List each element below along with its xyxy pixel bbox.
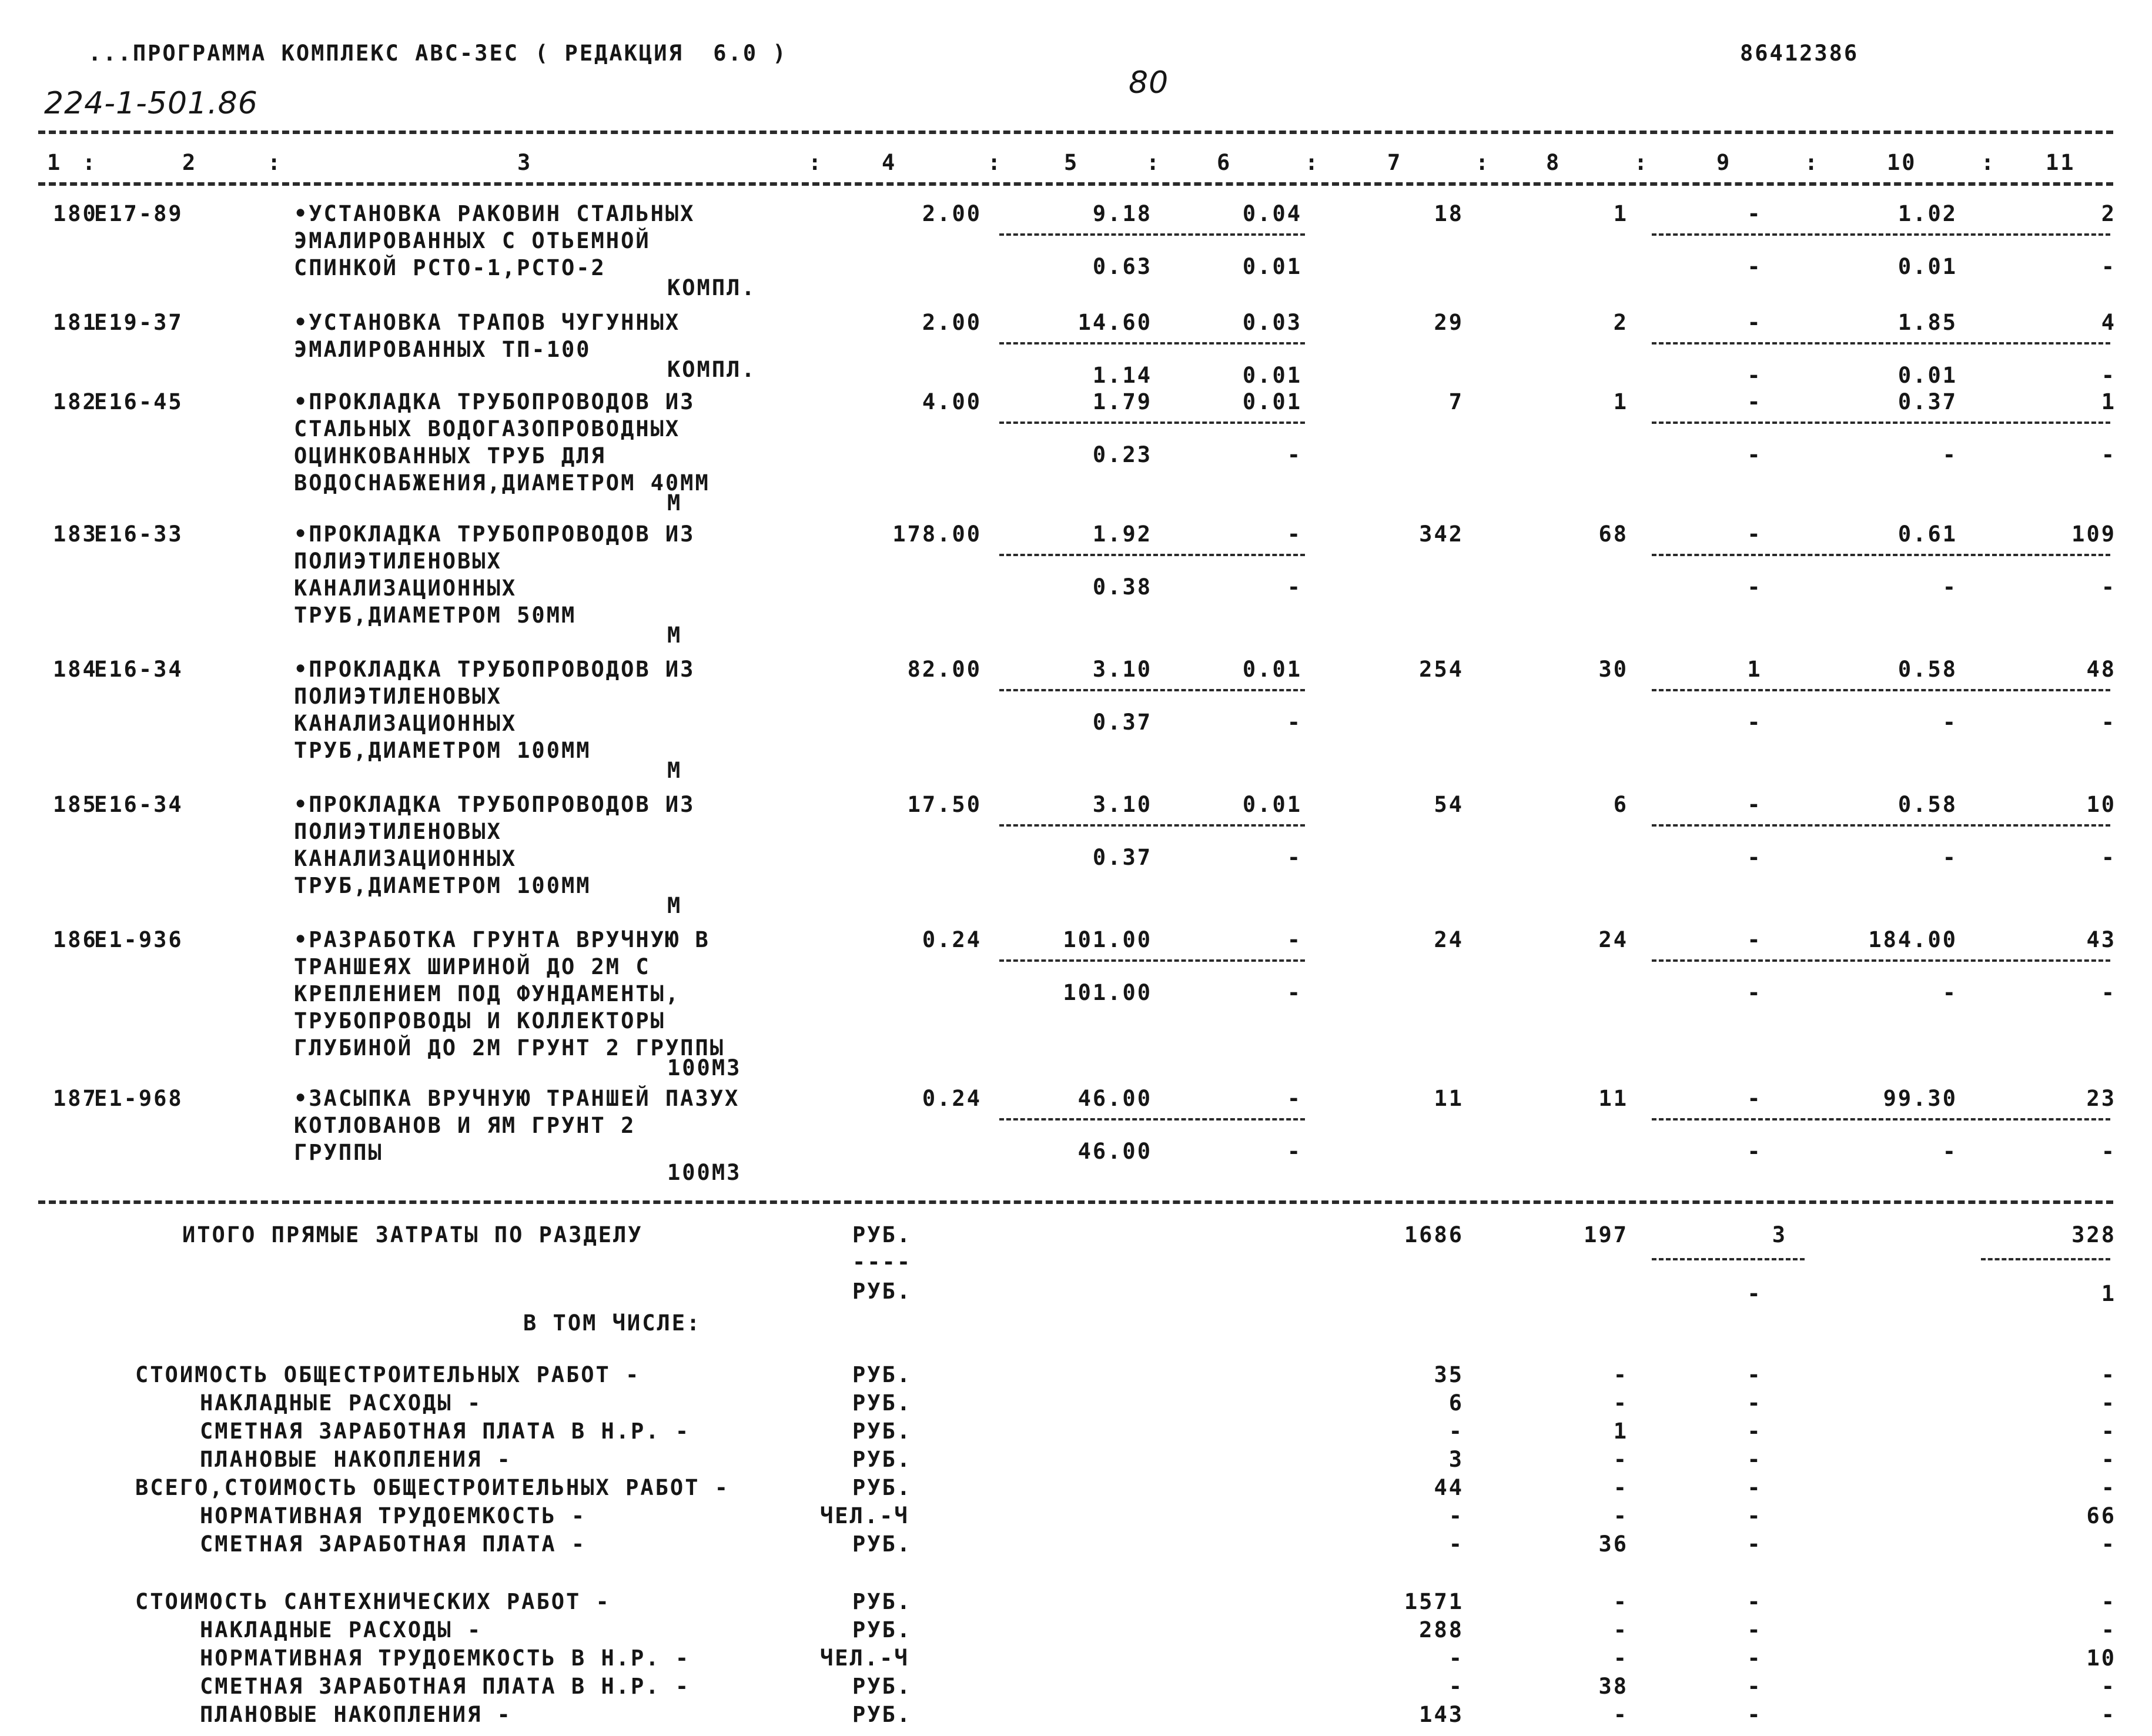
cell-col10: 1.02 [1897, 201, 1957, 226]
row-description: КАНАЛИЗАЦИОННЫХ [294, 711, 517, 736]
column-header-1: 1 [47, 150, 62, 175]
cell-col6-b: 0.01 [1242, 363, 1302, 388]
cell-total: 18 [1434, 201, 1464, 226]
summary-col7: 44 [1434, 1475, 1464, 1500]
summary-col7: - [1448, 1531, 1464, 1557]
summary-col8: - [1613, 1447, 1628, 1472]
labor-divider [1652, 342, 2110, 344]
row-description: •ПРОКЛАДКА ТРУБОПРОВОДОВ ИЗ [294, 792, 695, 817]
row-number: 181 [53, 310, 98, 335]
summary-unit: РУБ. [852, 1419, 912, 1444]
summary-unit: РУБ. [852, 1531, 912, 1557]
row-description: •УСТАНОВКА РАКОВИН СТАЛЬНЫХ [294, 201, 695, 226]
summary-col9: - [1747, 1447, 1762, 1472]
cell-qty: 0.24 [922, 927, 982, 952]
column-header-9: 9 [1716, 150, 1732, 175]
cell-col10: 0.61 [1897, 521, 1957, 547]
summary-col11: - [2101, 1447, 2116, 1472]
cell-col6: 0.01 [1242, 792, 1302, 817]
summary-col7: - [1448, 1503, 1464, 1528]
row-description: ТРУБ,ДИАМЕТРОМ 100ММ [294, 738, 591, 763]
summary-unit: ЧЕЛ.-Ч [820, 1503, 909, 1528]
row-description: КАНАЛИЗАЦИОННЫХ [294, 576, 517, 601]
cell-col6: 0.03 [1242, 310, 1302, 335]
cell-col11: 10 [2086, 792, 2116, 817]
cell-total: 54 [1434, 792, 1464, 817]
cell-qty: 0.24 [922, 1086, 982, 1111]
cell-col10-b: - [1942, 980, 1957, 1005]
summary-label: НАКЛАДНЫЕ РАСХОДЫ - [200, 1617, 483, 1643]
cell-col9: - [1747, 1086, 1762, 1111]
cell-col8: 30 [1598, 657, 1628, 682]
summary-label: ПЛАНОВЫЕ НАКОПЛЕНИЯ - [200, 1447, 512, 1472]
row-code: Е1-936 [94, 927, 183, 952]
row-description: ТРУБ,ДИАМЕТРОМ 50ММ [294, 603, 577, 628]
cell-unit-cost: 14.60 [1077, 310, 1152, 335]
row-unit: КОМПЛ. [667, 357, 757, 382]
program-title: ...ПРОГРАММА КОМПЛЕКС АВС-ЗЕС [88, 41, 520, 66]
summary-col7: 3 [1448, 1447, 1464, 1472]
column-header-8: 8 [1546, 150, 1561, 175]
summary-col7: 143 [1419, 1702, 1464, 1727]
summary-col8: 38 [1598, 1674, 1628, 1699]
cell-total: 7 [1448, 389, 1464, 414]
summary-col9: - [1747, 1503, 1762, 1528]
row-code: Е16-45 [94, 389, 183, 414]
row-number: 180 [53, 201, 98, 226]
summary-col11: - [2101, 1362, 2116, 1387]
labor-divider [1652, 689, 2110, 691]
summary-col8: 36 [1598, 1531, 1628, 1557]
summary-unit: РУБ. [852, 1475, 912, 1500]
document-id: 86412386 [1740, 41, 1859, 66]
cell-col9: - [1747, 521, 1762, 547]
cost-divider [999, 422, 1305, 424]
cell-qty: 2.00 [922, 310, 982, 335]
cell-unit-cost: 3.10 [1092, 792, 1152, 817]
cost-divider [999, 554, 1305, 556]
totals-unit-b: РУБ. [852, 1279, 912, 1304]
column-separator: : [267, 150, 283, 175]
cell-col10: 0.37 [1897, 389, 1957, 414]
cell-col9-b: - [1747, 442, 1762, 467]
column-separator: : [1981, 150, 1996, 175]
summary-col7: - [1448, 1645, 1464, 1671]
summary-unit: РУБ. [852, 1447, 912, 1472]
summary-col9: - [1747, 1531, 1762, 1557]
summary-unit: РУБ. [852, 1589, 912, 1614]
cell-unit-cost-b: 0.63 [1092, 254, 1152, 279]
row-description: КАНАЛИЗАЦИОННЫХ [294, 846, 517, 871]
cell-qty: 17.50 [907, 792, 982, 817]
cell-col9: - [1747, 792, 1762, 817]
row-description: ЭМАЛИРОВАННЫХ ТП-100 [294, 337, 591, 362]
summary-col8: - [1613, 1362, 1628, 1387]
cell-col9: 1 [1747, 657, 1762, 682]
summary-col9: - [1747, 1645, 1762, 1671]
summary-unit: РУБ. [852, 1674, 912, 1699]
cell-col11: 43 [2086, 927, 2116, 952]
cell-col11: 4 [2101, 310, 2116, 335]
column-separator: : [988, 150, 1003, 175]
summary-label: НОРМАТИВНАЯ ТРУДОЕМКОСТЬ В Н.Р. - [200, 1645, 691, 1671]
cell-col8: 1 [1613, 201, 1628, 226]
labor-divider [1652, 1118, 2110, 1120]
row-unit: М [667, 893, 682, 918]
cell-col6: - [1287, 927, 1302, 952]
cost-divider [999, 342, 1305, 344]
totals-rule [38, 1200, 2113, 1204]
row-description: ЭМАЛИРОВАННЫХ С ОТЬЕМНОЙ [294, 228, 651, 253]
header-rule [38, 182, 2113, 186]
summary-col9: - [1747, 1475, 1762, 1500]
summary-unit: РУБ. [852, 1617, 912, 1643]
summary-col8: - [1613, 1390, 1628, 1416]
summary-label: НАКЛАДНЫЕ РАСХОДЫ - [200, 1390, 483, 1416]
cell-total: 254 [1419, 657, 1464, 682]
cell-col11-b: - [2101, 845, 2116, 870]
cell-unit-cost: 46.00 [1077, 1086, 1152, 1111]
row-description: •ЗАСЫПКА ВРУЧНУЮ ТРАНШЕЙ ПАЗУХ [294, 1086, 740, 1111]
row-description: ТРАНШЕЯХ ШИРИНОЙ ДО 2М С [294, 954, 651, 979]
cell-col10-b: 0.01 [1897, 254, 1957, 279]
summary-col7: - [1448, 1674, 1464, 1699]
column-separator: : [1475, 150, 1491, 175]
row-description: ПОЛИЭТИЛЕНОВЫХ [294, 819, 502, 844]
column-header-10: 10 [1887, 150, 1917, 175]
cell-col10-b: 0.01 [1897, 363, 1957, 388]
row-number: 182 [53, 389, 98, 414]
cell-col8: 6 [1613, 792, 1628, 817]
cell-col9: - [1747, 389, 1762, 414]
cell-col11-b: - [2101, 363, 2116, 388]
cell-col8: 1 [1613, 389, 1628, 414]
summary-col9: - [1747, 1589, 1762, 1614]
cell-col8: 68 [1598, 521, 1628, 547]
labor-divider [1652, 422, 2110, 424]
summary-col8: - [1613, 1589, 1628, 1614]
row-description: КОТЛОВАНОВ И ЯМ ГРУНТ 2 [294, 1113, 636, 1138]
cell-col6-b: - [1287, 1139, 1302, 1164]
top-rule [38, 131, 2113, 134]
cell-col6-b: - [1287, 574, 1302, 600]
cost-divider [999, 959, 1305, 962]
summary-col7: 1571 [1404, 1589, 1464, 1614]
totals-col11: 328 [2071, 1222, 2116, 1247]
column-header-2: 2 [182, 150, 198, 175]
row-description: ГРУППЫ [294, 1140, 383, 1165]
row-description: •ПРОКЛАДКА ТРУБОПРОВОДОВ ИЗ [294, 657, 695, 682]
cell-col6-b: - [1287, 442, 1302, 467]
summary-label: СМЕТНАЯ ЗАРАБОТНАЯ ПЛАТА - [200, 1531, 587, 1557]
cell-col11-b: - [2101, 710, 2116, 735]
cell-col9-b: - [1747, 980, 1762, 1005]
summary-col11: - [2101, 1419, 2116, 1444]
row-number: 186 [53, 927, 98, 952]
cell-col10: 0.58 [1897, 792, 1957, 817]
row-code: Е16-34 [94, 792, 183, 817]
summary-col11: - [2101, 1617, 2116, 1643]
row-description: СТАЛЬНЫХ ВОДОГАЗОПРОВОДНЫХ [294, 416, 681, 441]
cell-col9: - [1747, 201, 1762, 226]
row-description: ОЦИНКОВАННЫХ ТРУБ ДЛЯ [294, 443, 606, 469]
summary-col9: - [1747, 1674, 1762, 1699]
row-unit: М [667, 623, 682, 648]
cell-col6-b: - [1287, 980, 1302, 1005]
edition-label: ( РЕДАКЦИЯ 6.0 ) [535, 41, 788, 66]
labor-divider [1652, 233, 2110, 236]
totals-sum: 1686 [1404, 1222, 1464, 1247]
cell-col11: 2 [2101, 201, 2116, 226]
summary-col9: - [1747, 1617, 1762, 1643]
cell-unit-cost-b: 0.23 [1092, 442, 1152, 467]
summary-col9: - [1747, 1419, 1762, 1444]
totals-dashes: ---- [852, 1249, 912, 1275]
cell-col6-b: - [1287, 845, 1302, 870]
totals-col11-b: 1 [2101, 1281, 2116, 1306]
cell-col6: - [1287, 1086, 1302, 1111]
cell-unit-cost: 1.92 [1092, 521, 1152, 547]
cost-divider [999, 824, 1305, 827]
column-header-11: 11 [2046, 150, 2076, 175]
cell-col9: - [1747, 927, 1762, 952]
totals-col9: 3 [1772, 1222, 1787, 1247]
cell-col11: 48 [2086, 657, 2116, 682]
row-number: 187 [53, 1086, 98, 1111]
totals-label: ИТОГО ПРЯМЫЕ ЗАТРАТЫ ПО РАЗДЕЛУ [182, 1222, 643, 1247]
row-code: Е19-37 [94, 310, 183, 335]
cell-col10-b: - [1942, 1139, 1957, 1164]
row-description: ТРУБОПРОВОДЫ И КОЛЛЕКТОРЫ [294, 1008, 665, 1033]
column-header-4: 4 [882, 150, 897, 175]
summary-unit: РУБ. [852, 1702, 912, 1727]
cell-unit-cost-b: 0.37 [1092, 710, 1152, 735]
cell-col11: 109 [2071, 521, 2116, 547]
column-separator: : [1634, 150, 1649, 175]
row-description: ГЛУБИНОЙ ДО 2М ГРУНТ 2 ГРУППЫ [294, 1035, 725, 1061]
labor-divider [1652, 959, 2110, 962]
cell-col10-b: - [1942, 574, 1957, 600]
row-code: Е17-89 [94, 201, 183, 226]
cell-col6-b: 0.01 [1242, 254, 1302, 279]
cell-col8: 2 [1613, 310, 1628, 335]
labor-divider [1652, 554, 2110, 556]
cell-col10: 184.00 [1868, 927, 1957, 952]
cell-col11-b: - [2101, 442, 2116, 467]
including-label: В ТОМ ЧИСЛЕ: [523, 1310, 702, 1336]
totals-divider [1981, 1258, 2110, 1260]
column-header-6: 6 [1217, 150, 1232, 175]
cell-col9-b: - [1747, 574, 1762, 600]
cell-col9-b: - [1747, 1139, 1762, 1164]
cell-unit-cost: 3.10 [1092, 657, 1152, 682]
row-number: 185 [53, 792, 98, 817]
summary-col11: - [2101, 1475, 2116, 1500]
row-unit: М [667, 758, 682, 783]
summary-col7: 6 [1448, 1390, 1464, 1416]
row-description: СПИНКОЙ РСТО-1,РСТО-2 [294, 255, 606, 280]
summary-col11: 66 [2086, 1503, 2116, 1528]
cell-col8: 24 [1598, 927, 1628, 952]
row-description: •УСТАНОВКА ТРАПОВ ЧУГУННЫХ [294, 310, 681, 335]
summary-col8: - [1613, 1645, 1628, 1671]
cell-col11-b: - [2101, 980, 2116, 1005]
row-unit: 100М3 [667, 1160, 742, 1185]
column-header-3: 3 [517, 150, 533, 175]
summary-col8: - [1613, 1475, 1628, 1500]
row-code: Е1-968 [94, 1086, 183, 1111]
project-code: 224-1-501.86 [44, 86, 258, 121]
row-number: 183 [53, 521, 98, 547]
summary-col8: - [1613, 1617, 1628, 1643]
summary-col11: - [2101, 1390, 2116, 1416]
cell-col11-b: - [2101, 574, 2116, 600]
cell-col11-b: - [2101, 1139, 2116, 1164]
column-separator: : [1146, 150, 1162, 175]
summary-col9: - [1747, 1362, 1762, 1387]
cell-col6-b: - [1287, 710, 1302, 735]
cell-col9-b: - [1747, 845, 1762, 870]
summary-col8: 1 [1613, 1419, 1628, 1444]
cell-qty: 82.00 [907, 657, 982, 682]
cell-col6: 0.01 [1242, 389, 1302, 414]
column-separator: : [82, 150, 98, 175]
cell-col10-b: - [1942, 845, 1957, 870]
summary-label: ПЛАНОВЫЕ НАКОПЛЕНИЯ - [200, 1702, 512, 1727]
cell-col10-b: - [1942, 710, 1957, 735]
totals-unit: РУБ. [852, 1222, 912, 1247]
column-header-5: 5 [1064, 150, 1079, 175]
summary-label: НОРМАТИВНАЯ ТРУДОЕМКОСТЬ - [200, 1503, 587, 1528]
cell-col8: 11 [1598, 1086, 1628, 1111]
totals-col9-b: - [1747, 1281, 1762, 1306]
column-separator: : [1305, 150, 1320, 175]
summary-col11: - [2101, 1702, 2116, 1727]
summary-unit: РУБ. [852, 1362, 912, 1387]
cell-unit-cost-b: 101.00 [1063, 980, 1152, 1005]
cell-qty: 2.00 [922, 201, 982, 226]
cost-divider [999, 689, 1305, 691]
summary-col7: - [1448, 1419, 1464, 1444]
cell-unit-cost-b: 1.14 [1092, 363, 1152, 388]
row-unit: 100М3 [667, 1055, 742, 1081]
column-separator: : [1805, 150, 1820, 175]
summary-col8: - [1613, 1702, 1628, 1727]
summary-label: ВСЕГО,СТОИМОСТЬ ОБЩЕСТРОИТЕЛЬНЫХ РАБОТ - [135, 1475, 730, 1500]
cell-unit-cost: 9.18 [1092, 201, 1152, 226]
row-unit: М [667, 490, 682, 516]
row-description: КРЕПЛЕНИЕМ ПОД ФУНДАМЕНТЫ, [294, 981, 681, 1006]
cell-unit-cost: 101.00 [1063, 927, 1152, 952]
summary-col9: - [1747, 1702, 1762, 1727]
page-number: 80 [1129, 65, 1169, 101]
cell-col9: - [1747, 310, 1762, 335]
summary-col9: - [1747, 1390, 1762, 1416]
cell-col6: 0.04 [1242, 201, 1302, 226]
cell-col10: 1.85 [1897, 310, 1957, 335]
row-code: Е16-33 [94, 521, 183, 547]
cell-col6: - [1287, 521, 1302, 547]
summary-label: СТОИМОСТЬ САНТЕХНИЧЕСКИХ РАБОТ - [135, 1589, 611, 1614]
summary-col11: - [2101, 1589, 2116, 1614]
cell-qty: 4.00 [922, 389, 982, 414]
cell-unit-cost-b: 0.38 [1092, 574, 1152, 600]
cell-col9-b: - [1747, 710, 1762, 735]
cell-col10-b: - [1942, 442, 1957, 467]
summary-col8: - [1613, 1503, 1628, 1528]
cell-total: 11 [1434, 1086, 1464, 1111]
summary-col11: - [2101, 1531, 2116, 1557]
totals-divider [1652, 1258, 1805, 1260]
row-description: ПОЛИЭТИЛЕНОВЫХ [294, 548, 502, 574]
labor-divider [1652, 824, 2110, 827]
summary-unit: ЧЕЛ.-Ч [820, 1645, 909, 1671]
cell-col10: 0.58 [1897, 657, 1957, 682]
cell-qty: 178.00 [892, 521, 982, 547]
summary-col11: 10 [2086, 1645, 2116, 1671]
summary-label: СМЕТНАЯ ЗАРАБОТНАЯ ПЛАТА В Н.Р. - [200, 1419, 691, 1444]
row-code: Е16-34 [94, 657, 183, 682]
cell-total: 24 [1434, 927, 1464, 952]
row-description: •ПРОКЛАДКА ТРУБОПРОВОДОВ ИЗ [294, 521, 695, 547]
cell-col9-b: - [1747, 254, 1762, 279]
row-unit: КОМПЛ. [667, 275, 757, 300]
cell-col9-b: - [1747, 363, 1762, 388]
row-number: 184 [53, 657, 98, 682]
column-header-7: 7 [1387, 150, 1403, 175]
cell-col11-b: - [2101, 254, 2116, 279]
row-description: ВОДОСНАБЖЕНИЯ,ДИАМЕТРОМ 40ММ [294, 470, 710, 496]
cell-unit-cost-b: 0.37 [1092, 845, 1152, 870]
row-description: •ПРОКЛАДКА ТРУБОПРОВОДОВ ИЗ [294, 389, 695, 414]
cost-divider [999, 1118, 1305, 1120]
totals-col8: 197 [1584, 1222, 1628, 1247]
cell-unit-cost-b: 46.00 [1077, 1139, 1152, 1164]
cell-col6: 0.01 [1242, 657, 1302, 682]
cost-divider [999, 233, 1305, 236]
column-separator: : [808, 150, 824, 175]
summary-col7: 288 [1419, 1617, 1464, 1643]
summary-label: СМЕТНАЯ ЗАРАБОТНАЯ ПЛАТА В Н.Р. - [200, 1674, 691, 1699]
row-description: •РАЗРАБОТКА ГРУНТА ВРУЧНУЮ В [294, 927, 710, 952]
row-description: ТРУБ,ДИАМЕТРОМ 100ММ [294, 873, 591, 898]
cell-col10: 99.30 [1883, 1086, 1957, 1111]
cell-total: 29 [1434, 310, 1464, 335]
summary-col11: - [2101, 1674, 2116, 1699]
cell-unit-cost: 1.79 [1092, 389, 1152, 414]
cell-col11: 1 [2101, 389, 2116, 414]
summary-label: СТОИМОСТЬ ОБЩЕСТРОИТЕЛЬНЫХ РАБОТ - [135, 1362, 641, 1387]
cell-col11: 23 [2086, 1086, 2116, 1111]
summary-col7: 35 [1434, 1362, 1464, 1387]
cell-total: 342 [1419, 521, 1464, 547]
summary-unit: РУБ. [852, 1390, 912, 1416]
row-description: ПОЛИЭТИЛЕНОВЫХ [294, 684, 502, 709]
